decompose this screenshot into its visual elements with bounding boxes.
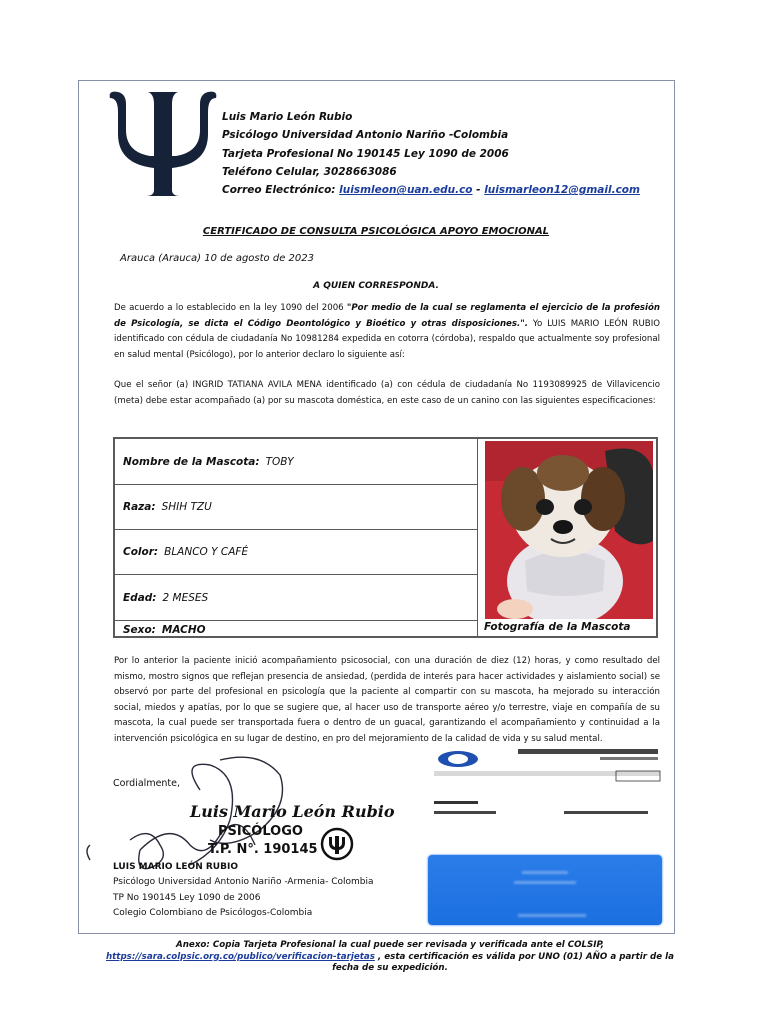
author-name: Luis Mario León Rubio	[222, 111, 353, 123]
pet-color-row	[115, 530, 477, 575]
pet-breed-value: SHIH TZU	[161, 501, 212, 513]
pet-breed-label: Raza:	[123, 501, 156, 513]
paragraph-legal-basis	[114, 301, 660, 363]
signer-license: TP No 190145 Ley 1090 de 2006	[113, 892, 261, 903]
psi-seal-icon	[320, 827, 354, 861]
pet-photo-caption: Fotografía de la Mascota	[484, 621, 631, 633]
signer-college: Colegio Colombiano de Psicólogos-Colombia	[113, 907, 313, 918]
signer-university: Psicólogo Universidad Antonio Nariño -Armenia- Colombia	[113, 877, 374, 888]
signature-block	[113, 860, 374, 921]
email-link-2[interactable]: luismarleon12@gmail.com	[484, 184, 640, 197]
annex-line-1: Anexo: Copia Tarjeta Profesional la cual puede ser revisada y verificada ante el COLSIP,	[176, 940, 604, 950]
pet-name-label: Nombre de la Mascota:	[123, 455, 260, 468]
pet-age-label: Edad:	[123, 591, 157, 604]
pet-name-row	[115, 439, 477, 485]
stamp-role: PSICÓLOGO	[218, 824, 303, 839]
pet-photo	[485, 441, 653, 619]
paragraph-assessment: Por lo anterior la paciente inició acompañamiento psicosocial, con una duración de diez (12) horas, y como resultado del mismo, mostro signos que reflejan presencia de ansiedad, (perdida de interés para hacer actividades y aislamiento social) se observó por parte del profesional en psicología que la paciente al compartir con su mascota, ha mejorado su interacción social, miedos y apatías, por lo que se sugiere que, al hacer uso de transporte aéreo y/o terrestre, viaje en compañía de su mascota, la cual puede ser transportada fuera o dentro de un guacal, garantizando el acompañamiento y continuidad a la intervención psicológica en su lugar de destino, en pro del mejoramiento de la calidad de vida y su salud mental.	[114, 656, 660, 744]
paragraph-patient: Que el señor (a) INGRID TATIANA AVILA MENA identificado (a) con cédula de ciudadanía No 1193089925 de Villavicencio (meta) debe estar acompañado (a) por su mascota doméstica, en este caso de un canino con las siguientes especificaciones:	[114, 380, 660, 406]
email-label: Correo Electrónico:	[222, 184, 336, 197]
pet-color-label: Color:	[123, 546, 159, 558]
paragraph-1-part-a: De acuerdo a lo establecido en la ley 1090 del 2006	[114, 303, 347, 313]
pet-sex-value: MACHO	[161, 623, 206, 636]
email-link-1[interactable]: luismleon@uan.edu.co	[339, 184, 473, 197]
author-email	[222, 181, 640, 199]
salutation: A QUIEN CORRESPONDA.	[313, 281, 439, 291]
author-university: Psicólogo Universidad Antonio Nariño -Colombia	[222, 129, 509, 142]
letterhead	[222, 108, 640, 199]
pet-name-value: TOBY	[265, 455, 294, 468]
psi-logo-icon	[108, 90, 218, 198]
annex-note	[100, 940, 680, 975]
email-separator: -	[472, 184, 485, 197]
annex-line-2: , esta certificación es válida por UNO (01) AÑO a partir de la fecha de su expedición.	[332, 951, 675, 973]
signer-name: LUIS MARIO LEÓN RUBIO	[113, 862, 238, 872]
professional-card-image	[430, 745, 662, 827]
professional-card-back	[428, 855, 662, 925]
document-title: CERTIFICADO DE CONSULTA PSICOLÓGICA APOYO EMOCIONAL	[202, 226, 550, 237]
pet-sex-label: Sexo:	[123, 623, 156, 636]
paragraph-1-part-c: Yo LUIS MARIO LEÓN RUBIO identificado con cédula de ciudadanía No 10981284 expedida en cotorra (córdoba), respaldo que actualmente soy profesional en salud mental (Psicólogo), por lo anterior declaro lo siguiente así:	[114, 318, 660, 360]
table-divider	[477, 439, 478, 638]
law-quote: "Por medio de la cual se reglamenta el ejercicio de la profesión de Psicología, se dicta el Código Deontológico y Bioético y otras disposiciones.".	[114, 303, 660, 329]
pet-age-value: 2 MESES	[162, 591, 209, 604]
stamp-license: T.P. N°. 190145	[208, 842, 318, 857]
pet-color-value: BLANCO Y CAFÉ	[164, 546, 249, 558]
pet-breed-row	[115, 485, 477, 530]
stamp-name: Luis Mario León Rubio	[190, 802, 395, 821]
author-license: Tarjeta Profesional No 190145 Ley 1090 de 2006	[222, 147, 509, 160]
author-phone: Teléfono Celular, 3028663086	[222, 165, 397, 178]
pet-age-row	[115, 575, 477, 621]
document-date: Arauca (Arauca) 10 de agosto de 2023	[120, 253, 314, 264]
pet-sex-row	[115, 621, 477, 638]
verification-link[interactable]: https://sara.colpsic.org.co/publico/verificacion-tarjetas	[105, 951, 375, 962]
pet-details-table	[113, 437, 658, 638]
closing: Cordialmente,	[113, 778, 181, 789]
